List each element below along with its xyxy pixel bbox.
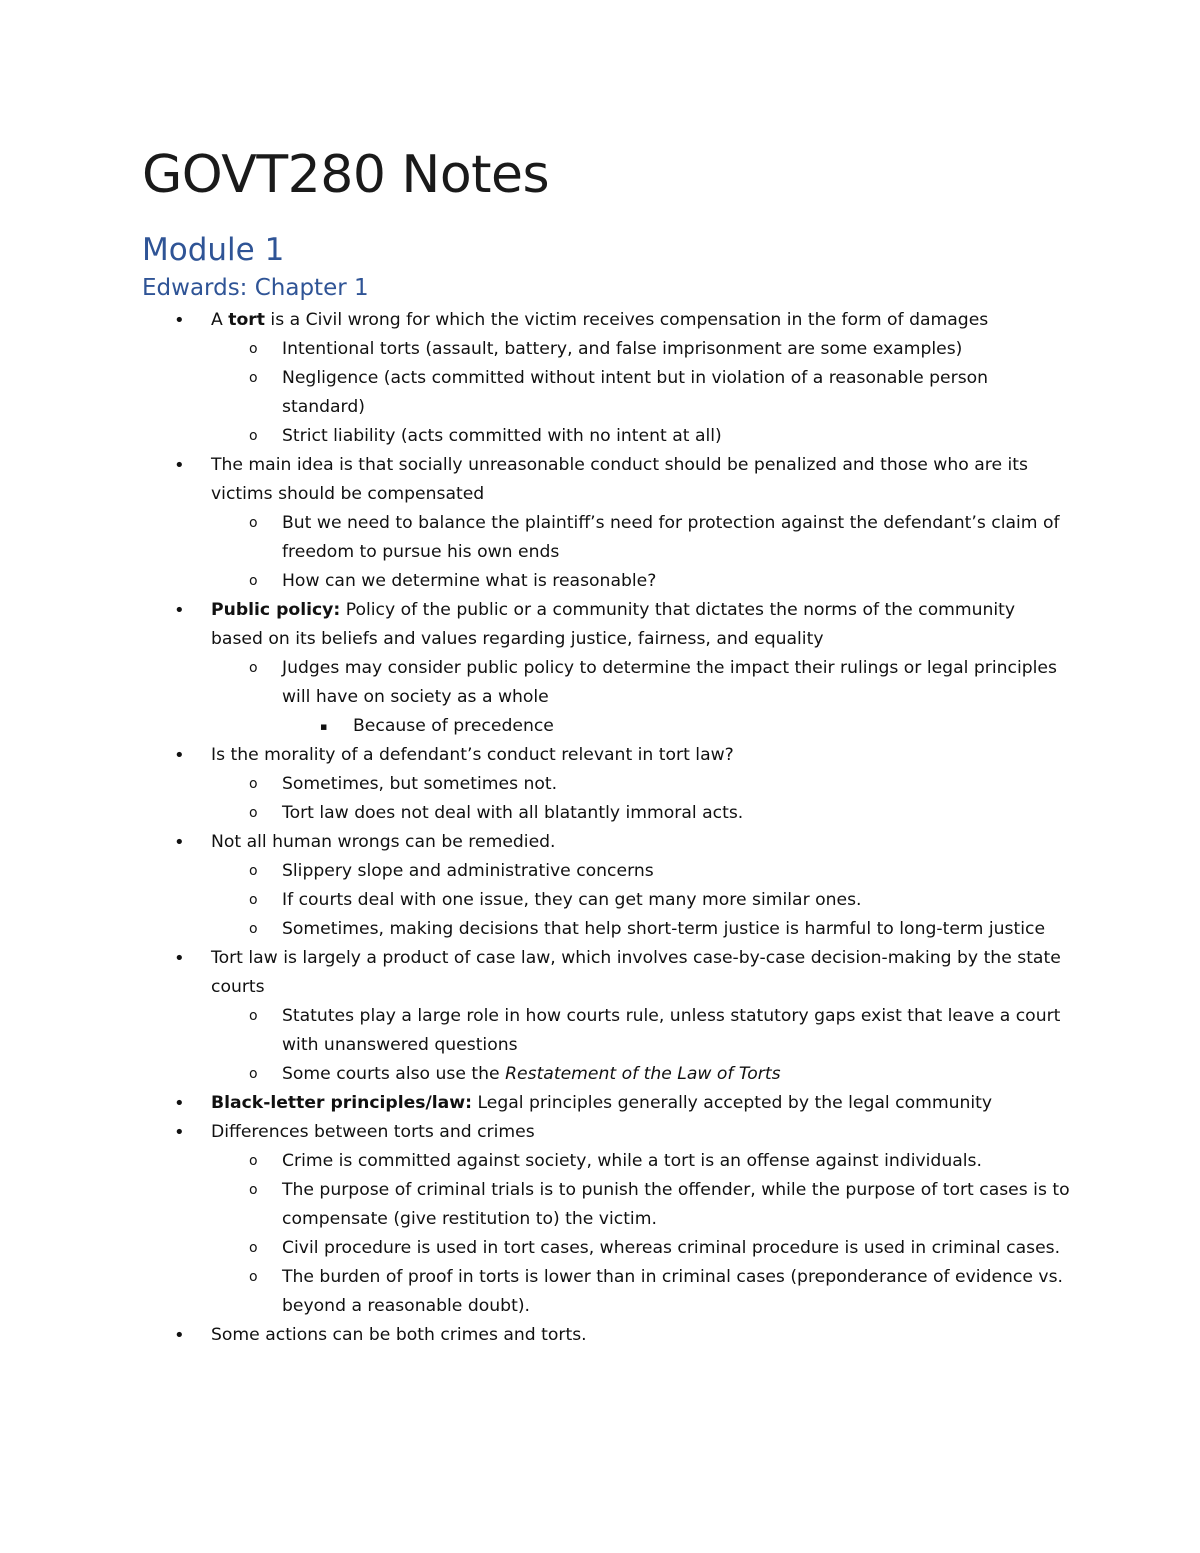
item-text: Negligence (acts committed without intent but in violation of a reasonable person standard) — [282, 368, 989, 417]
item-text: But we need to balance the plaintiff’s need for protection against the defendant’s claim of freedom to pursue his own ends — [282, 513, 1060, 562]
item-text: Some courts also use the — [282, 1064, 506, 1084]
bullet-marker: • — [174, 455, 185, 476]
list-item — [142, 567, 1072, 596]
circle-marker: o — [249, 370, 258, 386]
bullet-marker: • — [174, 745, 185, 766]
chapter-heading: Edwards: Chapter 1 — [142, 275, 369, 301]
list-item — [142, 886, 1072, 915]
list-item — [142, 770, 1072, 799]
item-text: Crime is committed against society, while a tort is an offense against individuals. — [282, 1151, 982, 1171]
list-item — [142, 1060, 1072, 1089]
bullet-marker: • — [174, 1325, 185, 1346]
list-item — [142, 915, 1072, 944]
item-text: Intentional torts (assault, battery, and false imprisonment are some examples) — [282, 339, 963, 359]
circle-marker: o — [249, 892, 258, 908]
circle-marker: o — [249, 863, 258, 879]
circle-marker: o — [249, 1182, 258, 1198]
item-text: The burden of proof in torts is lower than in criminal cases (preponderance of evidence vs. beyond a reasonable doubt). — [282, 1267, 1063, 1316]
item-text: How can we determine what is reasonable? — [282, 571, 657, 591]
item-text: Statutes play a large role in how courts rule, unless statutory gaps exist that leave a court with unanswered questions — [282, 1006, 1061, 1055]
item-text: Some actions can be both crimes and torts. — [211, 1325, 587, 1345]
bullet-marker: • — [174, 948, 185, 969]
circle-marker: o — [249, 1066, 258, 1082]
restatement-title: Restatement of the Law of Torts — [505, 1064, 781, 1084]
item-text: The main idea is that socially unreasonable conduct should be penalized and those who are its victims should be compensated — [211, 455, 1028, 504]
circle-marker: o — [249, 573, 258, 589]
circle-marker: o — [249, 805, 258, 821]
list-item — [142, 944, 1072, 1002]
term-tort: tort — [228, 310, 265, 330]
item-text: If courts deal with one issue, they can get many more similar ones. — [282, 890, 862, 910]
list-item — [142, 335, 1072, 364]
item-text: Is the morality of a defendant’s conduct relevant in tort law? — [211, 745, 734, 765]
list-item — [142, 828, 1072, 857]
item-text: Civil procedure is used in tort cases, whereas criminal procedure is used in criminal cases. — [282, 1238, 1061, 1258]
circle-marker: o — [249, 341, 258, 357]
circle-marker: o — [249, 428, 258, 444]
list-item — [142, 1234, 1072, 1263]
list-item — [142, 509, 1072, 567]
module-heading: Module 1 — [142, 232, 285, 268]
item-text: Tort law does not deal with all blatantly immoral acts. — [282, 803, 744, 823]
bullet-marker: • — [174, 1093, 185, 1114]
list-item — [142, 741, 1072, 770]
list-item — [142, 654, 1072, 712]
item-text: Judges may consider public policy to determine the impact their rulings or legal principles will have on society as a whole — [282, 658, 1057, 707]
term-black-letter: Black-letter principles/law: — [211, 1093, 473, 1113]
circle-marker: o — [249, 1008, 258, 1024]
item-text: Because of precedence — [353, 716, 554, 736]
list-item — [142, 1176, 1072, 1234]
list-item — [142, 1118, 1072, 1147]
list-item — [142, 1321, 1072, 1350]
item-text: Differences between torts and crimes — [211, 1122, 535, 1142]
bullet-marker: • — [174, 832, 185, 853]
item-text: The purpose of criminal trials is to punish the offender, while the purpose of tort cases is to compensate (give restitution to) the victim. — [282, 1180, 1070, 1229]
item-text: Tort law is largely a product of case law, which involves case-by-case decision-making by the state courts — [211, 948, 1061, 997]
circle-marker: o — [249, 515, 258, 531]
circle-marker: o — [249, 1269, 258, 1285]
list-item — [142, 857, 1072, 886]
list-item — [142, 364, 1072, 422]
item-text: Sometimes, but sometimes not. — [282, 774, 558, 794]
item-text: A — [211, 310, 229, 330]
list-item — [142, 1089, 1072, 1118]
circle-marker: o — [249, 776, 258, 792]
item-text: Strict liability (acts committed with no intent at all) — [282, 426, 722, 446]
bullet-marker: • — [174, 310, 185, 331]
item-text: Policy of the public or a community that dictates the norms of the community based on its beliefs and values regarding justice, fairness, and equality — [211, 600, 1016, 649]
bullet-marker: • — [174, 600, 185, 621]
circle-marker: o — [249, 1240, 258, 1256]
circle-marker: o — [249, 660, 258, 676]
square-marker: ▪ — [320, 720, 328, 733]
list-item — [142, 1002, 1072, 1060]
list-item — [142, 422, 1072, 451]
list-item — [142, 1147, 1072, 1176]
list-item — [142, 451, 1072, 509]
item-text: is a Civil wrong for which the victim receives compensation in the form of damages — [264, 310, 989, 330]
list-item — [142, 712, 1072, 741]
list-item — [142, 1263, 1072, 1321]
list-item — [142, 799, 1072, 828]
item-text: Legal principles generally accepted by the legal community — [472, 1093, 993, 1113]
bullet-marker: • — [174, 1122, 185, 1143]
item-text: Sometimes, making decisions that help short-term justice is harmful to long-term justice — [282, 919, 1046, 939]
list-item — [142, 306, 1072, 335]
circle-marker: o — [249, 1153, 258, 1169]
item-text: Slippery slope and administrative concerns — [282, 861, 654, 881]
document-body — [142, 138, 1072, 1350]
document-title: GOVT280 Notes — [142, 145, 550, 205]
notes-list — [142, 306, 1072, 1350]
item-text: Not all human wrongs can be remedied. — [211, 832, 556, 852]
list-item — [142, 596, 1072, 654]
circle-marker: o — [249, 921, 258, 937]
term-public-policy: Public policy: — [211, 600, 341, 620]
